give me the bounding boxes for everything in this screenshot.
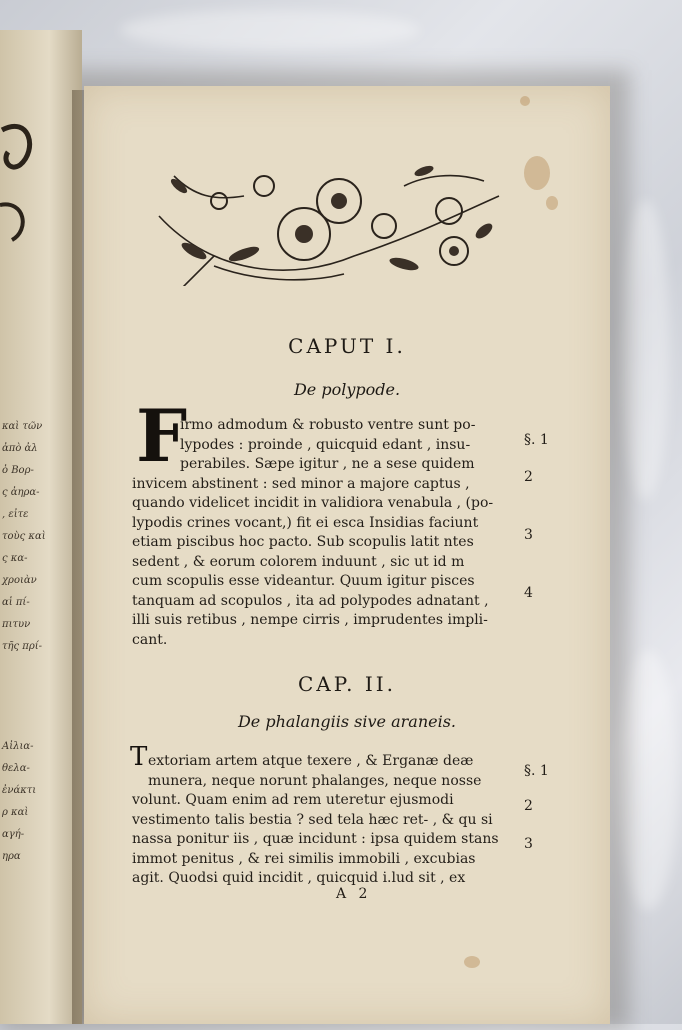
floral-vignette-ornament [154, 156, 504, 286]
left-page-text-fragment: αγή- [2, 829, 25, 840]
foxing-stain [524, 156, 550, 190]
chapter-1-subtitle: De polypode. [293, 380, 401, 399]
left-page-text-fragment: χροιὰν [2, 575, 37, 586]
text-line: illi suis retibus , nempe cirris , imprudentes impli- [132, 612, 488, 628]
text-line: immot penitus , & rei similis immobili , excubias [132, 850, 476, 867]
text-line: quando videlicet incidit in validiora venabula , (po- [132, 495, 494, 511]
text-line: vestimento talis bestia ? sed tela hæc ret- , & qu si [132, 811, 493, 828]
left-ornament [0, 110, 40, 250]
text-line: irmo admodum & robusto ventre sunt po- [180, 417, 476, 433]
text-line: extoriam artem atque texere , & Erganæ deæ [148, 753, 474, 769]
text-line: munera, neque norunt phalanges, neque nosse [148, 772, 482, 789]
cloth-fold [120, 10, 420, 50]
text-line: lypodes : proinde , quicquid edant , insu- [180, 436, 471, 453]
text-line: nassa ponitur iis , quæ incidunt : ipsa quidem stans [132, 831, 499, 847]
right-page [84, 86, 610, 1024]
left-page-text-fragment: ηρα [2, 851, 21, 862]
left-page-text-fragment: , εἰτε [2, 509, 29, 520]
text-line: etiam piscibus hoc pacto. Sub scopulis latit ntes [132, 534, 474, 550]
text-line: sedent , & eorum colorem induunt , sic ut id m [132, 553, 465, 570]
text-line: cant. [132, 631, 168, 648]
left-page-text-fragment: ὁ Βορ- [2, 465, 34, 476]
foxing-stain [546, 196, 558, 210]
text-line: volunt. Quam enim ad rem uteretur ejusmodi [132, 792, 454, 808]
text-line: tanquam ad scopulos , ita ad polypodes adnatant , [132, 592, 489, 609]
left-page-text-fragment: αἱ πί- [2, 597, 30, 608]
text-line: invicem abstinent : sed minor a majore captus , [132, 475, 470, 492]
left-page-text-fragment: ρ καὶ [2, 807, 29, 818]
text-line: cum scopulis esse videantur. Quum igitur pisces [132, 573, 475, 589]
left-page-text-fragment: τοὺς καὶ [2, 531, 46, 542]
chapter-2-subtitle: De phalangiis sive araneis. [237, 712, 457, 731]
chapter-2-initial-letter: T [130, 742, 148, 772]
chapter-2-heading: CAP. II. [297, 672, 397, 696]
left-page-text-fragment: Αἰλια- [2, 741, 34, 752]
paragraph-number: §. 1 [524, 432, 549, 448]
left-page-text-fragment: τῆς πρί- [2, 641, 43, 652]
left-page-text-fragment: θελα- [2, 763, 30, 774]
paragraph-number: §. 1 [524, 763, 549, 779]
text-line: perabiles. Sæpe igitur , ne a sese quidem [180, 456, 475, 472]
signature-mark: A 2 [336, 886, 372, 902]
chapter-1-heading: CAPUT I. [288, 334, 406, 358]
text-line: lypodis crines vocant,) fit ei esca Insidias faciunt [132, 514, 479, 531]
paragraph-number: 2 [524, 798, 533, 814]
left-page [0, 30, 82, 1024]
left-page-text-fragment: ἀπὸ ἀλ [2, 443, 38, 454]
paragraph-number: 3 [524, 836, 533, 852]
left-page-text-fragment: ἐνάκτι [2, 785, 37, 796]
left-page-text-fragment: ς κα- [2, 553, 28, 564]
left-page-text-fragment: ς ἀηρα- [2, 487, 40, 498]
paragraph-number: 3 [524, 527, 533, 543]
left-page-text-fragment: καὶ τῶν [2, 421, 43, 432]
foxing-stain [520, 96, 530, 106]
chapter-1-drop-cap: F [136, 393, 188, 478]
paragraph-number: 4 [524, 585, 533, 601]
paragraph-number: 2 [524, 469, 533, 485]
foxing-stain [464, 956, 480, 968]
text-line: agit. Quodsi quid incidit , quicquid i.lud sit , ex [132, 870, 466, 886]
left-page-text-fragment: πιτυν [2, 619, 31, 630]
